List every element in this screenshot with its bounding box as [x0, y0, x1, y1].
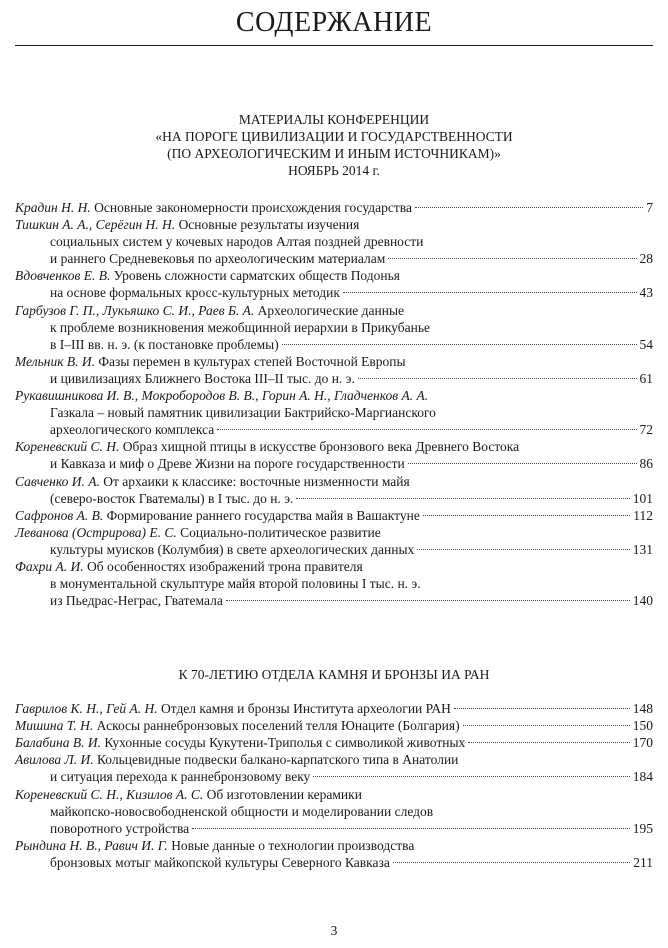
toc-entry-line	[15, 284, 653, 301]
toc-entry-title: и ситуация перехода к раннебронзовому веку	[50, 769, 311, 785]
toc-entry-title: Социально-политическое развитие	[180, 524, 381, 540]
toc-entry-page: 72	[639, 422, 653, 438]
toc-entry-line	[15, 575, 653, 592]
section-heading-line: «НА ПОРОГЕ ЦИВИЛИЗАЦИИ И ГОСУДАРСТВЕННОСТИ	[155, 129, 513, 144]
toc-entry-authors: Кореневский С. Н.	[15, 439, 120, 455]
toc-entry-title: бронзовых мотыг майкопской культуры Северного Кавказа	[50, 854, 390, 870]
toc-entry-page: 112	[633, 507, 653, 523]
toc-entry[interactable]	[15, 302, 653, 353]
toc-entry[interactable]	[15, 199, 653, 216]
dot-leader	[388, 258, 636, 259]
toc-entry-page: 131	[632, 541, 653, 557]
toc-entry[interactable]	[15, 700, 653, 717]
dot-leader	[226, 600, 630, 601]
toc-entry-title: Аскосы раннебронзовых поселений телля Юнаците (Болгария)	[96, 718, 460, 734]
toc-entry-page: 150	[632, 718, 653, 734]
toc-entry-line	[15, 199, 653, 216]
dot-leader	[454, 708, 630, 709]
toc-entry-line	[15, 421, 653, 438]
toc-entry-authors: Крадин Н. Н.	[15, 200, 91, 215]
toc-entry-line	[15, 541, 653, 558]
toc-entry-page: 184	[632, 769, 653, 785]
toc-entry-line	[15, 717, 653, 734]
toc-entry-line	[15, 734, 653, 751]
dot-leader	[393, 862, 630, 863]
dot-leader	[417, 549, 629, 550]
toc-entry[interactable]	[15, 786, 653, 837]
dot-leader	[423, 515, 630, 516]
dot-leader	[313, 776, 629, 777]
toc-entry-line	[15, 820, 653, 837]
dot-leader	[408, 463, 637, 464]
toc-entry-page: 140	[632, 593, 653, 609]
toc-entry-line	[15, 854, 653, 871]
toc-entry-authors: Рукавишникова И. В., Мокробородов В. В., Горин А. Н., Гладченков А. А.	[15, 388, 429, 404]
toc-entry-authors: Балабина В. И.	[15, 735, 101, 751]
page-number: 3	[330, 923, 338, 938]
toc-entry-line	[15, 786, 653, 803]
toc-entry-authors: Гарбузов Г. П., Лукьяшко С. И., Раев Б. А.	[15, 302, 255, 318]
toc-entry-line	[15, 319, 653, 336]
toc-entry-title: От архаики к классике: восточные низменности майя	[103, 473, 410, 489]
toc-entry-line	[15, 250, 653, 267]
dot-leader	[415, 207, 643, 208]
toc-entry-title: к проблеме возникновения межобщинной иерархии в Прикубанье	[50, 319, 430, 335]
toc-entry-line	[15, 302, 653, 319]
toc-entry-title: и раннего Средневековья по археологическим материалам	[50, 251, 386, 267]
toc-entry-line	[15, 370, 653, 387]
toc-entry-title: Фазы перемен в культурах степей Восточной Европы	[98, 353, 406, 369]
toc-entry[interactable]	[15, 837, 653, 871]
dot-leader	[343, 292, 637, 293]
toc-entry-title: социальных систем у кочевых народов Алтая поздней древности	[50, 234, 424, 250]
dot-leader	[192, 828, 630, 829]
toc-entry-title: из Пьедрас-Неграс, Гватемала	[50, 593, 223, 609]
toc-entry[interactable]	[15, 438, 653, 472]
toc-entry-authors: Кореневский С. Н., Кизилов А. С.	[15, 786, 204, 802]
toc-entry[interactable]	[15, 473, 653, 507]
toc-entry[interactable]	[15, 734, 653, 751]
toc-entry-line	[15, 507, 653, 524]
toc-entry-line	[15, 768, 653, 785]
toc-entry-authors: Сафронов А. В.	[15, 507, 104, 523]
toc-entry-authors: Рындина Н. В., Равич И. Г.	[15, 837, 168, 853]
toc-entry[interactable]	[15, 524, 653, 558]
section-heading-line: (ПО АРХЕОЛОГИЧЕСКИМ И ИНЫМ ИСТОЧНИКАМ)»	[167, 146, 501, 161]
toc-entry-authors: Мельник В. И.	[15, 353, 95, 369]
toc-entry-title: майкопско-новосвободненской общности и моделировании следов	[50, 803, 434, 819]
toc-entry-line	[15, 438, 653, 455]
toc-entry-authors: Вдовченков Е. В.	[15, 268, 111, 284]
toc-entry-title: в I–III вв. н. э. (к постановке проблемы)	[50, 336, 279, 352]
toc-entry-page: 28	[639, 251, 653, 267]
toc-entry-title: Образ хищной птицы в искусстве бронзового века Древнего Востока	[122, 439, 520, 455]
toc-entry-title: в монументальной скульптуре майя второй половины I тыс. н. э.	[50, 576, 421, 592]
toc-entry-authors: Тишкин А. А., Серёгин Н. Н.	[15, 217, 176, 233]
toc-entry-title: (северо-восток Гватемалы) в I тыс. до н. э.	[50, 490, 294, 506]
toc-entry-title: и цивилизациях Ближнего Востока III–II тыс. до н. э.	[50, 370, 355, 386]
toc-entry-title: археологического комплекса	[50, 422, 215, 438]
toc-entry-line	[15, 524, 653, 541]
toc-entry-line	[15, 267, 653, 284]
dot-leader	[282, 344, 637, 345]
toc-entry-page: 61	[639, 370, 653, 386]
toc-entry-line	[15, 455, 653, 472]
toc-entry-line	[15, 216, 653, 233]
toc-entry[interactable]	[15, 558, 653, 609]
toc-entry-title: Кольцевидные подвески балкано-карпатского типа в Анатолии	[96, 752, 459, 768]
toc-entry-page: 195	[632, 820, 653, 836]
toc-entry-title: на основе формальных кросс-культурных методик	[50, 285, 340, 301]
toc-entry[interactable]	[15, 507, 653, 524]
toc-entry-title: Кухонные сосуды Кукутени-Триполья с символикой животных	[104, 735, 466, 751]
toc-entry-title: Археологические данные	[257, 302, 405, 318]
toc-entry[interactable]	[15, 387, 653, 438]
dot-leader	[296, 498, 629, 499]
toc-entry-line	[15, 592, 653, 609]
section-heading-line: К 70-ЛЕТИЮ ОТДЕЛА КАМНЯ И БРОНЗЫ ИА РАН	[178, 667, 490, 682]
toc-entry-page: 7	[646, 200, 653, 215]
toc-entry-authors: Гаврилов К. Н., Гей А. Н.	[15, 701, 158, 716]
toc-entry-title: поворотного устройства	[50, 820, 190, 836]
toc-entry-line	[15, 751, 653, 768]
toc-entry-title: и Кавказа и миф о Древе Жизни на пороге государственности	[50, 456, 405, 472]
toc-entry-line	[15, 387, 653, 404]
dot-leader	[468, 742, 629, 743]
toc-entry-title: Формирование раннего государства майя в Вашактуне	[106, 507, 420, 523]
toc-entry[interactable]	[15, 353, 653, 387]
toc-entry-page: 148	[632, 701, 653, 716]
toc-entry-authors: Леванова (Острирова) Е. С.	[15, 524, 177, 540]
toc-entry-authors: Фахри А. И.	[15, 559, 84, 575]
toc-entry-authors: Мишина Т. Н.	[15, 718, 94, 734]
dot-leader	[463, 725, 630, 726]
toc-entry-title: культуры муисков (Колумбия) в свете археологических данных	[50, 541, 415, 557]
section-heading-line: НОЯБРЬ 2014 г.	[288, 163, 380, 178]
toc-entry-page: 211	[633, 854, 653, 870]
toc-entry-line	[15, 490, 653, 507]
toc-entry-title: Новые данные о технологии производства	[171, 837, 415, 853]
toc-entry-title: Отдел камня и бронзы Института археологии РАН	[160, 701, 451, 716]
toc-entry-line	[15, 473, 653, 490]
toc-entry[interactable]	[15, 751, 653, 785]
page-title: СОДЕРЖАНИЕ	[235, 7, 433, 38]
toc-entry[interactable]	[15, 267, 653, 301]
toc-entry-line	[15, 353, 653, 370]
toc-entry-title: Газкала – новый памятник цивилизации Бактрийско-Маргианского	[50, 405, 436, 421]
section-heading-line: МАТЕРИАЛЫ КОНФЕРЕНЦИИ	[238, 112, 430, 127]
dot-leader	[217, 429, 636, 430]
toc-entry-line	[15, 700, 653, 717]
toc-entry-page: 170	[632, 735, 653, 751]
toc-entry[interactable]	[15, 717, 653, 734]
toc-entry-line	[15, 558, 653, 575]
title-rule	[15, 45, 653, 46]
toc-entry[interactable]	[15, 216, 653, 267]
toc-entry-page: 86	[639, 456, 653, 472]
toc-entry-line	[15, 233, 653, 250]
toc-entry-page: 101	[632, 490, 653, 506]
toc-entry-title: Основные результаты изучения	[178, 217, 360, 233]
dot-leader	[358, 378, 637, 379]
toc-entry-line	[15, 803, 653, 820]
toc-entry-title: Об изготовлении керамики	[206, 786, 362, 802]
toc-entry-line	[15, 404, 653, 421]
toc-entry-page: 43	[639, 285, 653, 301]
toc-entry-authors: Авилова Л. И.	[15, 752, 94, 768]
toc-entry-page: 54	[639, 336, 653, 352]
toc-entry-line	[15, 336, 653, 353]
toc-entry-title: Об особенностях изображений трона правителя	[86, 559, 363, 575]
toc-entry-title: Уровень сложности сарматских обществ Подонья	[113, 268, 401, 284]
toc-entry-authors: Савченко И. А.	[15, 473, 100, 489]
toc-entry-title: Основные закономерности происхождения государства	[94, 200, 412, 215]
toc-entry-line	[15, 837, 653, 854]
